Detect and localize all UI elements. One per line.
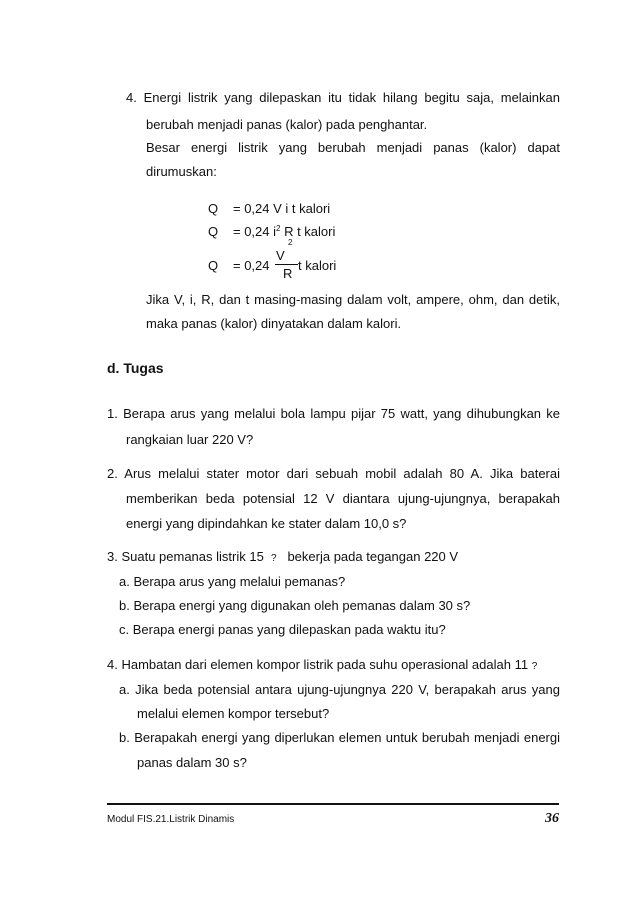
q4-b-line2: panas dalam 30 s? [137,755,247,770]
item4-line2: berubah menjadi panas (kalor) pada penghantar. [146,117,428,132]
q3-c: c. Berapa energi panas yang dilepaskan pada waktu itu? [119,622,446,637]
ohm-symbol: ? [531,661,538,672]
q3-a: a. Berapa arus yang melalui pemanas? [119,574,346,589]
formula3-coeff: = 0,24 [233,258,270,273]
q2-line1: 2. Arus melalui stater motor dari sebuah mobil adalah 80 A. Jika baterai [107,466,560,481]
page-number: 36 [545,811,559,826]
explanation-line1: Jika V, i, R, dan t masing-masing dalam volt, ampere, ohm, dan detik, [146,292,560,307]
q4-a-line2: melalui elemen kompor tersebut? [137,706,330,721]
item4-line3: Besar energi listrik yang berubah menjadi panas (kalor) dapat [146,140,560,155]
item4-line4: dirumuskan: [146,164,217,179]
q1-line1: 1. Berapa arus yang melalui bola lampu pijar 75 watt, yang dihubungkan ke [107,406,560,421]
q3-line1: 3. Suatu pemanas listrik 15 ? bekerja pada tegangan 220 V [107,549,459,564]
formula3-fraction-bar [275,264,298,265]
formula2-q: Q [208,224,219,239]
q2-line2: memberikan beda potensial 12 V diantara ujung-ujungnya, berapakah [126,491,560,506]
section-title: d. Tugas [107,360,164,376]
q1-line2: rangkaian luar 220 V? [126,432,254,447]
formula2-rhs: = 0,24 $i^2$ R t kalori [233,224,336,239]
formula3-exponent: 2 [288,238,293,247]
q4-b-line1: b. Berapakah energi yang diperlukan elemen untuk berubah menjadi energi [119,730,560,745]
formula3-numerator: V [276,248,285,263]
ohm-symbol: ? [271,553,277,564]
formula3-q: Q [208,258,219,273]
explanation-line2: maka panas (kalor) dinyatakan dalam kalori. [146,316,402,331]
footer-rule [107,803,559,805]
formula3-denominator: R [283,266,293,281]
item4-line1: 4. Energi listrik yang dilepaskan itu tidak hilang begitu saja, melainkan [126,90,560,105]
q4-line1: 4. Hambatan dari elemen kompor listrik pada suhu operasional adalah 11 ? [107,657,538,672]
q4-a-line1: a. Jika beda potensial antara ujung-ujungnya 220 V, berapakah arus yang [119,682,560,697]
formula3-tail: t kalori [298,258,337,273]
q3-b: b. Berapa energi yang digunakan oleh pemanas dalam 30 s? [119,598,471,613]
formula1-q: Q [208,201,219,216]
footer-module-name: Modul FIS.21.Listrik Dinamis [107,814,235,825]
formula1-rhs: = 0,24 V i t kalori [233,201,331,216]
q2-line3: energi yang dipindahkan ke stater dalam 10,0 s? [126,516,407,531]
